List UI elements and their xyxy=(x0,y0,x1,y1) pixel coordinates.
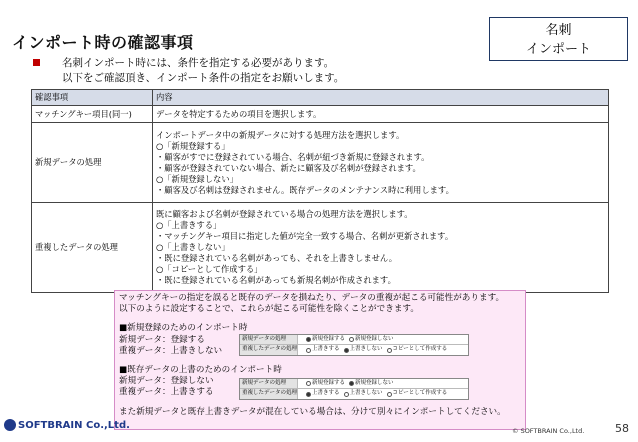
mini-label: 新規データの処理 xyxy=(240,379,298,388)
mini-label: 重複したデータの処理 xyxy=(240,345,298,355)
copyright: © SOFTBRAIN Co.,Ltd. xyxy=(512,427,585,435)
table-cell-item: 新規データの処理 xyxy=(32,123,153,203)
table-row xyxy=(32,123,609,203)
radio-off-icon xyxy=(306,381,311,386)
bullet-text xyxy=(62,56,344,86)
detail-line: ・顧客が登録されていない場合、新たに顧客及び名刺が登録されます。 xyxy=(156,162,421,173)
note-intro-line-1: マッチングキーの指定を誤ると既存のデータを損ねたり、データの重複が起こる可能性があります。 xyxy=(119,293,505,303)
radio-on-icon xyxy=(349,381,354,386)
logo-mark-icon xyxy=(4,419,16,431)
radio-on-icon xyxy=(306,392,311,397)
table-cell-item: マッチングキー項目(同一) xyxy=(32,106,153,123)
detail-line: データを特定するための項目を選択します。 xyxy=(156,108,322,119)
radio-off-icon xyxy=(387,348,392,353)
logo-text: SOFTBRAIN Co.,Ltd. xyxy=(18,419,130,431)
table-cell-detail xyxy=(153,203,609,293)
mini-option: 新規登録しない xyxy=(355,335,394,342)
bullet-line-1: 名刺インポート時には、条件を指定する必要があります。 xyxy=(62,57,335,69)
note-footer: また新規データと既存上書きデータが混在している場合は、分けて別々にインポートしてください。 xyxy=(119,406,506,417)
table-header-content: 内容 xyxy=(153,90,609,106)
import-settings-table xyxy=(31,89,609,293)
section-tag-line2: インポート xyxy=(525,42,591,57)
softbrain-logo xyxy=(4,419,130,431)
detail-line: ・顧客がすでに登録されている場合、名刺が紐づき新規に登録されます。 xyxy=(156,151,430,162)
bullet-square-icon xyxy=(33,59,40,66)
mini-option: 上書きする xyxy=(312,346,340,353)
table-header-item: 確認事項 xyxy=(32,90,153,106)
mini-row-dup xyxy=(240,345,468,355)
detail-line: ・顧客及び名刺は登録されません。既存データのメンテナンス時に利用します。 xyxy=(156,184,454,195)
radio-off-icon xyxy=(387,392,392,397)
case2-line-1: 新規データ：登録しない xyxy=(119,376,214,387)
mini-option: 新規登録する xyxy=(312,335,346,342)
case2-line-2: 重複データ：上書きする xyxy=(119,387,214,398)
mini-option: 新規登録する xyxy=(312,379,346,386)
mini-option: 新規登録しない xyxy=(355,379,394,386)
mini-label: 新規データの処理 xyxy=(240,335,298,344)
section-tag xyxy=(489,17,628,61)
mini-option: 上書きする xyxy=(312,390,340,397)
detail-line: ○「上書きする」 xyxy=(156,220,222,230)
mini-label: 重複したデータの処理 xyxy=(240,389,298,399)
table-cell-detail xyxy=(153,106,609,123)
case2-title: ■既存データの上書のためのインポート時 xyxy=(119,365,282,376)
detail-line: ○「新規登録する」 xyxy=(156,140,230,151)
case1-line-2: 重複データ：上書きしない xyxy=(119,345,223,356)
detail-line: ○「コピーとして作成する」 xyxy=(156,264,263,274)
radio-off-icon xyxy=(306,348,311,353)
detail-line: インポートデータ中の新規データに対する処理方法を選択します。 xyxy=(156,129,405,140)
detail-line: ○「新規登録しない」 xyxy=(156,173,238,184)
mini-option: コピーとして作成する xyxy=(392,390,448,397)
table-row xyxy=(32,203,609,293)
detail-line: ・既に登録されている名刺があっても、それを上書きしません。 xyxy=(156,253,398,263)
mini-options xyxy=(298,388,447,399)
mini-options xyxy=(298,344,447,355)
mini-option: 上書きしない xyxy=(349,346,383,353)
detail-line: ・既に登録されている名刺があっても新規名刺が作成されます。 xyxy=(156,275,396,285)
radio-on-icon xyxy=(306,337,311,342)
case2-settings-screenshot xyxy=(239,378,469,400)
page-number: 58 xyxy=(615,422,629,435)
case1-settings-screenshot xyxy=(239,334,469,356)
table-cell-item: 重複したデータの処理 xyxy=(32,203,153,293)
table-header-row xyxy=(32,90,609,106)
mini-row-dup xyxy=(240,389,468,399)
note-intro-line-2: 以下のように設定することで、これらが起こる可能性を除くことができます。 xyxy=(119,304,419,315)
caution-note-box xyxy=(114,290,526,430)
detail-line: ○「上書きしない」 xyxy=(156,242,230,252)
case1-title: ■新規登録のためのインポート時 xyxy=(119,323,248,334)
radio-off-icon xyxy=(349,337,354,342)
bullet-line-2: 以下をご確認頂き、インポート条件の指定をお願いします。 xyxy=(62,72,345,84)
detail-line: 既に顧客および名刺が登録されている場合の処理方法を選択します。 xyxy=(156,209,413,219)
page-title: インポート時の確認事項 xyxy=(12,33,194,52)
mini-option: 上書きしない xyxy=(349,390,383,397)
radio-on-icon xyxy=(344,348,349,353)
table-row xyxy=(32,106,609,123)
table-cell-detail xyxy=(153,123,609,203)
detail-line: ・マッチングキー項目に指定した値が完全一致する場合、名刺が更新されます。 xyxy=(156,231,454,241)
mini-option: コピーとして作成する xyxy=(392,346,448,353)
radio-off-icon xyxy=(344,392,349,397)
case1-line-1: 新規データ：登録する xyxy=(119,334,205,345)
section-tag-line1: 名刺 xyxy=(545,23,572,38)
